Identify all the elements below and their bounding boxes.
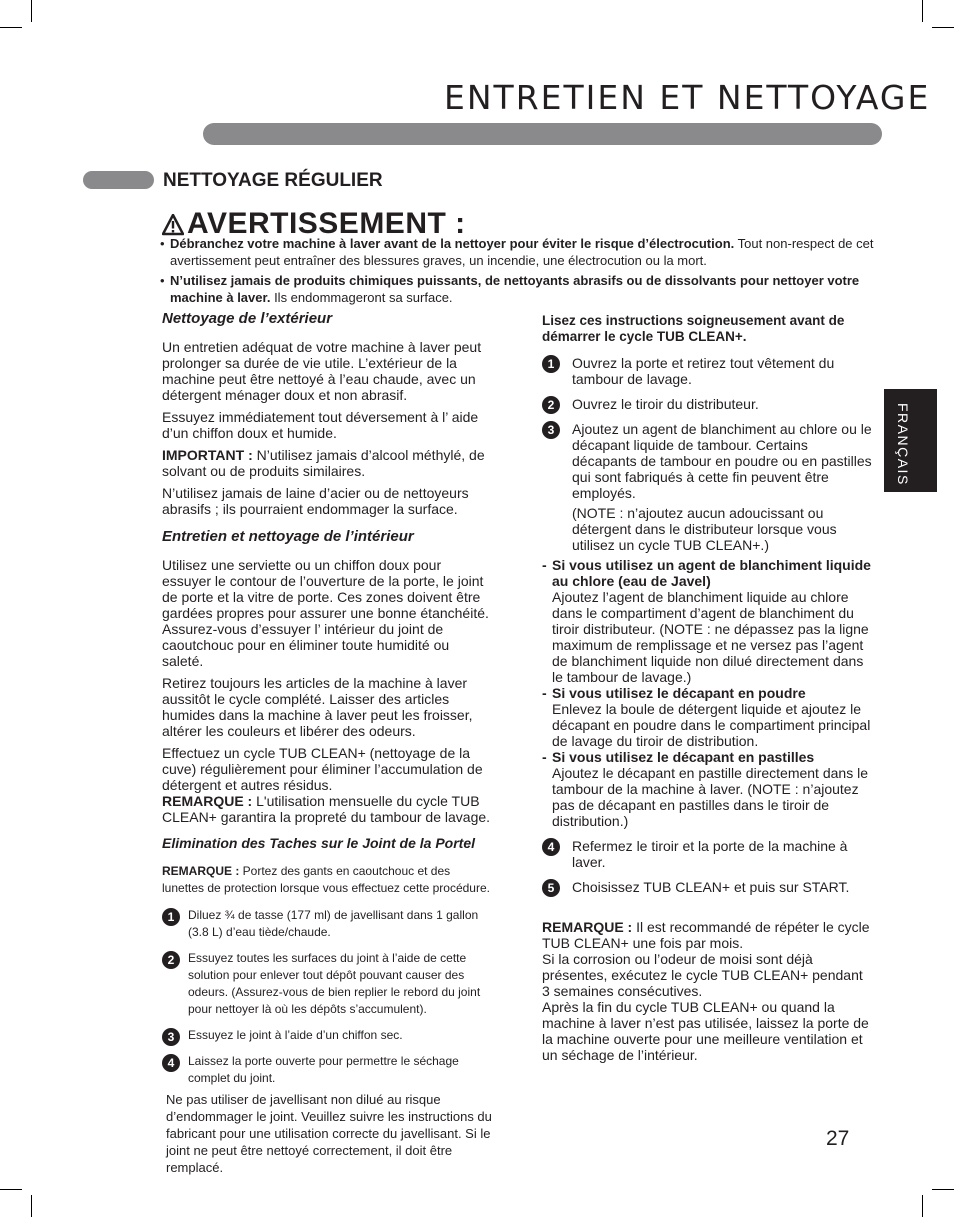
right-column [542, 313, 874, 1069]
bullet: • [160, 273, 165, 288]
warning-text: Ils endommageront sa surface. [270, 290, 453, 305]
crop-mark [31, 1195, 32, 1217]
step-number-icon: 5 [542, 879, 560, 897]
warning-item [160, 272, 880, 306]
remark: Après la fin du cycle TUB CLEAN+ ou quand la machine à laver n’est pas utilisée, laissez la porte de la machine ouverte pour une meilleure ventilation et un séchage de l’intérieur. [542, 999, 869, 1063]
step-number-icon: 2 [162, 951, 180, 969]
paragraph [162, 793, 492, 825]
warning-title-text: AVERTISSEMENT : [187, 207, 466, 240]
step-number-icon: 1 [162, 908, 180, 926]
warning-item [160, 235, 880, 269]
step-number-icon: 2 [542, 396, 560, 414]
title-bar [203, 123, 882, 145]
paragraph-text: N’utilisez jamais d’alcool méthylé, de solvant ou de produits similaires. [162, 447, 485, 479]
step-number-icon: 4 [542, 838, 560, 856]
step-text: Diluez ¾ de tasse (177 ml) de javellisant dans 1 gallon (3.8 L) d’eau tiède/chaude. [188, 908, 479, 939]
paragraph: Effectuez un cycle TUB CLEAN+ (nettoyage de la cuve) régulièrement pour éliminer l’accumulation de détergent et autres résidus. [162, 745, 483, 793]
important-label: IMPORTANT : [162, 447, 253, 463]
option-title: Si vous utilisez un agent de blanchiment liquide au chlore (eau de Javel) [552, 557, 871, 589]
option-item [542, 685, 874, 749]
step3-options [532, 557, 874, 829]
step-number-icon: 3 [542, 421, 560, 439]
option-text: Ajoutez le décapant en pastille directement dans le tambour de la machine à laver. (NOTE : n’ajoutez pas de décapant en pastilles dans le tiroir de distribution.) [552, 765, 868, 829]
step-text: Ouvrez la porte et retirez tout vêtement du tambour de lavage. [572, 355, 835, 387]
stain-step [162, 1053, 492, 1087]
remark: Si la corrosion ou l’odeur de moisi sont déjà présentes, exécutez le cycle TUB CLEAN+ pendant 3 semaines consécutives. [542, 951, 863, 999]
crop-mark [922, 0, 923, 22]
paragraph [162, 447, 492, 479]
page-number: 27 [826, 1127, 850, 1150]
note-text: Portez des gants en caoutchouc et des lunettes de protection lorsque vous effectuez cette procédure. [162, 864, 490, 895]
stains-heading: Elimination des Taches sur le Joint de la Portel [162, 835, 476, 851]
warning-bold: Débranchez votre machine à laver avant de la nettoyer pour éviter le risque d’électrocution. [170, 236, 735, 251]
step-note: (NOTE : n’ajoutez aucun adoucissant ou détergent dans le distributeur lorsque vous utilisez un cycle TUB CLEAN+.) [572, 505, 837, 553]
bullet: • [160, 236, 165, 251]
warning-text: Tout non-respect de cet avertissement peut entraîner des blessures graves, un incendie, une électrocution ou la mort. [170, 236, 874, 268]
paragraph: Essuyez immédiatement tout déversement à l’ aide d’un chiffon doux et humide. [162, 409, 479, 441]
step-number-icon: 4 [162, 1054, 180, 1072]
warning-bold: N’utilisez jamais de produits chimiques puissants, de nettoyants abrasifs ou de dissolvants pour nettoyer votre machine à laver. [170, 273, 860, 305]
page-title: ENTRETIEN ET NETTOYAGE [444, 78, 931, 117]
crop-mark [31, 0, 32, 22]
language-tab-label: FRANÇAIS [895, 403, 911, 486]
stains-footer: Ne pas utiliser de javellisant non dilué au risque d’endommager le joint. Veuillez suivre les instructions du fabricant pour une utilisation correcte du javellisant. Si le joint ne peut être nettoyé correctement, il doit être remplacé. [166, 1092, 492, 1175]
tub-clean-step [542, 838, 874, 870]
option-title: Si vous utilisez le décapant en poudre [552, 685, 806, 701]
step-text: Essuyez toutes les surfaces du joint à l’aide de cette solution pour enlever tout dépôt pouvant causer des odeurs. (Assurez-vous de bien replier le rebord du joint pour nettoyer là où les dépôts s’accumulent). [188, 951, 481, 1016]
crop-mark [932, 27, 954, 28]
stain-step [162, 907, 492, 941]
crop-mark [922, 1195, 923, 1217]
paragraph: Un entretien adéquat de votre machine à laver peut prolonger sa durée de vie utile. L’extérieur de la machine peut être nettoyé à l’eau chaude, avec un détergent ménager doux et non abrasif. [162, 339, 482, 403]
step-text: Ouvrez le tiroir du distributeur. [572, 396, 759, 412]
dash: - [542, 685, 547, 701]
paragraph: Retirez toujours les articles de la machine à laver aussitôt le cycle complété. Laisser des articles humides dans la machine à laver peut les froisser, altérer les couleurs et libérer des odeurs. [162, 675, 473, 739]
left-column [162, 311, 492, 1182]
remark-label: REMARQUE : [162, 864, 240, 878]
paragraph: N’utilisez jamais de laine d’acier ou de nettoyeurs abrasifs ; ils pourraient endommager la surface. [162, 485, 469, 517]
option-item [542, 749, 874, 829]
section-pill [83, 171, 154, 189]
step-text: Laissez la porte ouverte pour permettre le séchage complet du joint. [188, 1054, 459, 1085]
tub-clean-step [542, 396, 874, 412]
exterior-heading: Nettoyage de l’extérieur [162, 310, 333, 327]
paragraph-text: L'utilisation mensuelle du cycle TUB CLEAN+ garantira la propreté du tambour de lavage. [162, 793, 491, 825]
section-title: NETTOYAGE RÉGULIER [163, 170, 383, 191]
remark-text: Il est recommandé de répéter le cycle TUB CLEAN+ une fois par mois. [542, 919, 870, 951]
tub-clean-step [542, 879, 874, 895]
step-text: Essuyez le joint à l’aide d’un chiffon sec. [188, 1028, 403, 1042]
language-tab [884, 389, 937, 492]
warning-list [160, 235, 880, 309]
crop-mark [0, 27, 22, 28]
paragraph: Utilisez une serviette ou un chiffon doux pour essuyer le contour de l’ouverture de la porte, le joint de porte et la vitre de porte. Ces zones doivent être gardées propres pour assurer une bonne étanchéité. Assurez-vous d’essuyer l’ intérieur du joint de caoutchouc pour en éliminer toute humidité ou saleté. [162, 557, 489, 669]
dash: - [542, 749, 547, 765]
option-text: Ajoutez l’agent de blanchiment liquide au chlore dans le compartiment d’agent de blanchiment du tiroir distributeur. (NOTE : ne dépassez pas la ligne maximum de remplissage et ne versez pas l’agent de blanchiment liquide non dilué directement dans le tambour de lavage.) [552, 589, 869, 685]
intro-text: Lisez ces instructions soigneusement avant de démarrer le cycle TUB CLEAN+. [542, 313, 845, 344]
dash: - [542, 557, 547, 573]
step-text: Ajoutez un agent de blanchiment au chlore ou le décapant liquide de tambour. Certains décapants de tambour en poudre ou en pastilles qui sont fabriqués à cette fin peuvent être employés. [572, 421, 872, 501]
step-text: Refermez le tiroir et la porte de la machine à laver. [572, 838, 848, 870]
crop-mark [0, 1189, 22, 1190]
stains-note [162, 863, 492, 897]
step-text: Choisissez TUB CLEAN+ et puis sur START. [572, 879, 850, 895]
option-title: Si vous utilisez le décapant en pastilles [552, 749, 815, 765]
remark-label: REMARQUE : [542, 919, 633, 935]
step-number-icon: 1 [542, 355, 560, 373]
option-item [542, 557, 874, 685]
tub-clean-step [542, 355, 874, 387]
interior-heading: Entretien et nettoyage de l’intérieur [162, 528, 414, 545]
step-number-icon: 3 [162, 1028, 180, 1046]
stain-step [162, 950, 492, 1018]
remark-label: REMARQUE : [162, 793, 253, 809]
remark [542, 919, 874, 951]
option-text: Enlevez la boule de détergent liquide et ajoutez le décapant en poudre dans le compartiment principal de lavage du tiroir de distribution. [552, 701, 871, 749]
stain-step [162, 1027, 492, 1044]
tub-clean-step [542, 421, 874, 829]
crop-mark [932, 1189, 954, 1190]
